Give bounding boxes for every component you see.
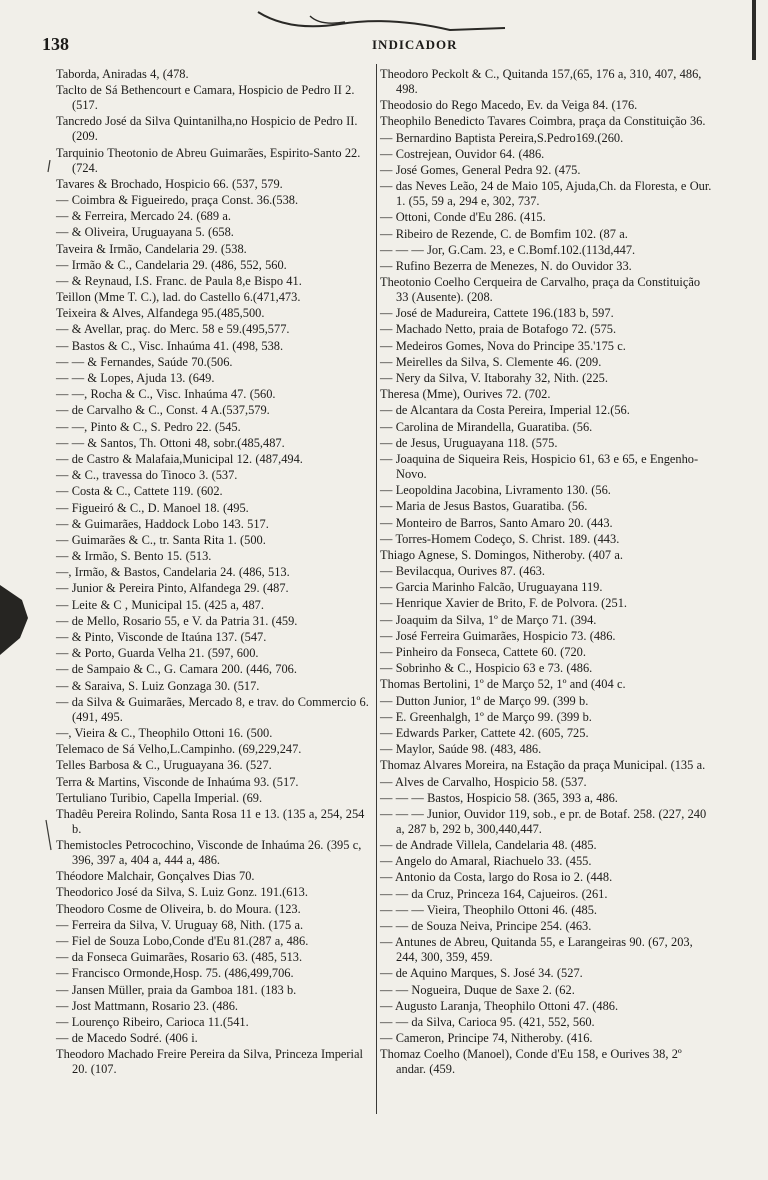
directory-entry: [380, 499, 714, 514]
entry-text: — Medeiros Gomes, Nova do Principe 35.'175 c.: [380, 338, 626, 353]
entry-text: — Monteiro de Barros, Santo Amaro 20. (443.: [380, 515, 613, 530]
page-edge-mark: [752, 0, 756, 60]
ink-stain: [0, 580, 30, 660]
directory-entry: [56, 614, 374, 629]
page-number: 138: [42, 34, 69, 54]
entry-text: Terra & Martins, Visconde de Inhaúma 93. (517.: [56, 774, 299, 789]
entry-text: — & C., travessa do Tinoco 3. (537.: [56, 468, 238, 483]
entry-text: — Maylor, Saúde 98. (483, 486.: [380, 742, 542, 757]
directory-entry: [56, 999, 374, 1014]
entry-text: Theodoro Cosme de Oliveira, b. do Moura. (123.: [56, 901, 301, 916]
entry-text: — & Ferreira, Mercado 24. (689 a.: [56, 209, 231, 224]
entry-text: — Cameron, Principe 74, Nitheroby. (416.: [380, 1031, 593, 1046]
right-column: [380, 67, 714, 1079]
entry-text: Thomaz Alvares Moreira, na Estação da praça Municipal. (135 a.: [380, 758, 706, 773]
directory-entry: [56, 533, 374, 548]
entry-text: Taborda, Aniradas 4, (478.: [56, 67, 189, 81]
entry-text: — — — Jor, G.Cam. 23, e C.Bomf.102.(113d,447.: [380, 242, 636, 257]
entry-text: Theodoro Machado Freire Pereira da Silva, Princeza Imperial 20. (107.: [56, 1047, 363, 1077]
directory-entry: [380, 147, 714, 162]
entry-text: — José de Madureira, Cattete 196.(183 b, 597.: [380, 306, 614, 321]
entry-text: — Edwards Parker, Cattete 42. (605, 725.: [380, 725, 589, 740]
directory-entry: [380, 580, 714, 595]
directory-entry: [380, 179, 714, 209]
directory-entry: [56, 758, 374, 773]
directory-entry: [56, 355, 374, 370]
entry-text: — Augusto Laranja, Theophilo Ottoni 47. (486.: [380, 998, 619, 1013]
directory-entry: [380, 114, 714, 129]
entry-text: — Carolina de Mirandella, Guaratiba. (56.: [380, 419, 593, 434]
directory-entry: [56, 646, 374, 661]
directory-entry: [380, 420, 714, 435]
entry-text: Taclto de Sá Bethencourt e Camara, Hospicio de Pedro II 2. (517.: [56, 83, 355, 113]
directory-entry: [56, 598, 374, 613]
directory-entry: [380, 807, 714, 837]
left-column: [56, 67, 374, 1079]
directory-entry: [56, 306, 374, 321]
entry-text: — de Mello, Rosario 55, e V. da Patria 31. (459.: [56, 613, 298, 628]
directory-entry: [56, 630, 374, 645]
entry-text: — Costrejean, Ouvidor 64. (486.: [380, 146, 545, 161]
directory-entry: [380, 661, 714, 676]
directory-entry: [56, 209, 374, 224]
directory-entry: [380, 919, 714, 934]
entry-text: — — & Lopes, Ajuda 13. (649.: [56, 371, 215, 385]
entry-text: — — da Cruz, Princeza 164, Cajueiros. (261.: [380, 886, 608, 901]
entry-text: — — & Fernandes, Saúde 70.(506.: [56, 354, 233, 369]
entry-text: — das Neves Leão, 24 de Maio 105, Ajuda,Ch. da Floresta, e Our. 1. (55, 59 a, 294 e, 302, 737.: [380, 179, 712, 209]
entry-text: — Antonio da Costa, largo do Rosa io 2. (448.: [380, 870, 613, 885]
entry-text: — & Reynaud, I.S. Franc. de Paula 8,e Bispo 41.: [56, 273, 302, 288]
directory-entry: [380, 629, 714, 644]
directory-entry: [56, 67, 374, 82]
directory-entry: [380, 387, 714, 402]
directory-entry: [380, 243, 714, 258]
directory-entry: [56, 452, 374, 467]
directory-entry: [56, 742, 374, 757]
directory-entry: [380, 131, 714, 146]
entry-text: — Sobrinho & C., Hospicio 63 e 73. (486.: [380, 661, 593, 676]
entry-text: — Irmão & C., Candelaria 29. (486, 552, 560.: [56, 257, 287, 272]
entry-text: — Machado Netto, praia de Botafogo 72. (575.: [380, 322, 617, 337]
entry-text: — & Irmão, S. Bento 15. (513.: [56, 549, 212, 564]
entry-text: — Henrique Xavier de Brito, F. de Polvora. (251.: [380, 596, 627, 611]
directory-entry: [56, 387, 374, 402]
entry-text: — de Andrade Villela, Candelaria 48. (485.: [380, 838, 597, 853]
entry-text: Tavares & Brochado, Hospicio 66. (537, 579.: [56, 176, 283, 191]
directory-entry: [56, 885, 374, 900]
directory-entry: [56, 1047, 374, 1077]
directory-entry: [56, 775, 374, 790]
entry-text: Théodore Malchair, Gonçalves Dias 70.: [56, 869, 255, 884]
entry-text: — & Guimarães, Haddock Lobo 143. 517.: [56, 516, 269, 531]
directory-entry: [56, 83, 374, 113]
directory-entry: [56, 838, 374, 868]
directory-entry: [56, 339, 374, 354]
directory-entry: [380, 645, 714, 660]
entry-text: — Costa & C., Cattete 119. (602.: [56, 484, 223, 499]
entry-text: — de Alcantara da Costa Pereira, Imperial 12.(56.: [380, 403, 630, 418]
directory-entry: [380, 742, 714, 757]
entry-text: — Figueiró & C., D. Manoel 18. (495.: [56, 500, 249, 515]
directory-entry: [56, 695, 374, 725]
directory-entry: [56, 581, 374, 596]
entry-text: — Fiel de Souza Lobo,Conde d'Eu 81.(287 a, 486.: [56, 934, 309, 948]
directory-entry: [56, 1015, 374, 1030]
directory-entry: [380, 436, 714, 451]
directory-entry: [380, 483, 714, 498]
entry-text: — & Saraiva, S. Luiz Gonzaga 30. (517.: [56, 678, 260, 693]
directory-entry: [56, 484, 374, 499]
directory-entry: [56, 403, 374, 418]
directory-entry: [56, 290, 374, 305]
entry-text: — & Pinto, Visconde de Itaúna 137. (547.: [56, 630, 267, 644]
entry-text: — de Macedo Sodré. (406 i.: [56, 1031, 198, 1046]
directory-entry: [380, 371, 714, 386]
directory-entry: [380, 677, 714, 692]
entry-text: — Francisco Ormonde,Hosp. 75. (486,499,706.: [56, 966, 294, 981]
directory-entry: [380, 210, 714, 225]
directory-entry: [380, 887, 714, 902]
entry-text: — Bastos & C., Visc. Inhaúma 41. (498, 538.: [56, 338, 284, 353]
directory-entry: [56, 1031, 374, 1046]
directory-entry: [56, 420, 374, 435]
entry-text: Thomas Bertolini, 1º de Março 52, 1º and (404 c.: [380, 677, 626, 692]
directory-entry: [380, 564, 714, 579]
directory-entry: [380, 227, 714, 242]
entry-text: Teixeira & Alves, Alfandega 95.(485,500.: [56, 306, 265, 321]
entry-text: — Rufino Bezerra de Menezes, N. do Ouvidor 33.: [380, 258, 632, 273]
entry-text: — — — Vieira, Theophilo Ottoni 46. (485.: [380, 902, 598, 917]
directory-entry: [380, 838, 714, 853]
directory-entry: [380, 339, 714, 354]
directory-entry: [56, 517, 374, 532]
entry-text: — de Carvalho & C., Const. 4 A.(537,579.: [56, 403, 270, 418]
entry-text: Theotonio Coelho Cerqueira de Carvalho, praça da Constituição 33 (Ausente). (208.: [380, 275, 701, 305]
entry-text: — Bernardino Baptista Pereira,S.Pedro169.(260.: [380, 130, 624, 145]
directory-entry: [380, 870, 714, 885]
directory-entry: [56, 902, 374, 917]
directory-entry: [380, 403, 714, 418]
directory-entry: [56, 146, 374, 176]
directory-entry: [56, 983, 374, 998]
entry-text: — Angelo do Amaral, Riachuelo 33. (455.: [380, 854, 592, 869]
directory-entry: [380, 903, 714, 918]
entry-text: —, Vieira & C., Theophilo Ottoni 16. (500.: [56, 725, 273, 740]
directory-entry: [56, 501, 374, 516]
directory-entry: [56, 726, 374, 741]
directory-entry: [380, 306, 714, 321]
directory-entry: [380, 935, 714, 965]
directory-entry: [380, 596, 714, 611]
directory-entry: [380, 516, 714, 531]
entry-text: Theodorico José da Silva, S. Luiz Gonz. 191.(613.: [56, 885, 308, 900]
entry-text: — Garcia Marinho Falcão, Uruguayana 119.: [380, 580, 603, 595]
directory-entry: [56, 662, 374, 677]
entry-text: —, Irmão, & Bastos, Candelaria 24. (486, 513.: [56, 565, 290, 580]
running-title: INDICADOR: [372, 37, 458, 52]
entry-text: — Joaquim da Silva, 1º de Março 71. (394.: [380, 612, 597, 627]
directory-entry: [380, 259, 714, 274]
directory-entry: [56, 193, 374, 208]
entry-text: — Pinheiro da Fonseca, Cattete 60. (720.: [380, 645, 586, 659]
directory-entry: [56, 258, 374, 273]
entry-text: — Nery da Silva, V. Itaborahy 32, Nith. (225.: [380, 371, 608, 385]
directory-entry: [380, 98, 714, 113]
directory-entry: [56, 966, 374, 981]
entry-text: — Torres-Homem Codeço, S. Christ. 189. (443.: [380, 531, 620, 546]
margin-pencil-marks: [42, 160, 54, 980]
entry-text: Tertuliano Turibio, Capella Imperial. (69.: [56, 790, 263, 805]
entry-text: Telles Barbosa & C., Uruguayana 36. (527.: [56, 758, 272, 773]
directory-entry: [56, 565, 374, 580]
entry-text: — de Castro & Malafaia,Municipal 12. (487,494.: [56, 451, 303, 466]
entry-text: — E. Greenhalgh, 1º de Março 99. (399 b.: [380, 709, 592, 724]
entry-text: — Jansen Müller, praia da Gamboa 181. (183 b.: [56, 982, 297, 997]
entry-text: — & Oliveira, Uruguayana 5. (658.: [56, 225, 234, 240]
entry-text: Taveira & Irmão, Candelaria 29. (538.: [56, 241, 247, 256]
entry-text: — Alves de Carvalho, Hospicio 58. (537.: [380, 774, 587, 789]
entry-text: Themistocles Petrocochino, Visconde de Inhaúma 26. (395 c, 396, 397 a, 404 a, 444 a, 486.: [56, 838, 362, 868]
entry-text: — de Sampaio & C., G. Camara 200. (446, 706.: [56, 662, 297, 677]
directory-entry: [380, 532, 714, 547]
entry-text: — Bevilacqua, Ourives 87. (463.: [380, 564, 545, 579]
entry-text: — Guimarães & C., tr. Santa Rita 1. (500.: [56, 532, 266, 547]
directory-entry: [380, 1015, 714, 1030]
directory-entry: [56, 468, 374, 483]
entry-text: — Ottoni, Conde d'Eu 286. (415.: [380, 210, 546, 225]
entry-text: — Lourenço Ribeiro, Carioca 11.(541.: [56, 1014, 249, 1029]
directory-entry: [380, 983, 714, 998]
entry-text: — Maria de Jesus Bastos, Guaratiba. (56.: [380, 499, 588, 514]
entry-text: — — — Bastos, Hospicio 58. (365, 393 a, 486.: [380, 790, 618, 805]
entry-text: — — Nogueira, Duque de Saxe 2. (62.: [380, 982, 575, 997]
directory-entry: [380, 163, 714, 178]
directory-entry: [380, 694, 714, 709]
entry-text: — Dutton Junior, 1º de Março 99. (399 b.: [380, 693, 589, 708]
directory-entry: [56, 549, 374, 564]
directory-entry: [56, 371, 374, 386]
directory-entry: [56, 869, 374, 884]
directory-entry: [380, 355, 714, 370]
directory-entry: [380, 999, 714, 1014]
entry-text: — —, Pinto & C., S. Pedro 22. (545.: [56, 419, 241, 434]
directory-entry: [380, 67, 714, 97]
entry-text: — José Ferreira Guimarães, Hospicio 73. (486.: [380, 628, 616, 643]
directory-entry: [380, 452, 714, 482]
directory-entry: [380, 1047, 714, 1077]
entry-text: — Coimbra & Figueiredo, praça Const. 36.(538.: [56, 192, 299, 207]
directory-entry: [56, 177, 374, 192]
directory-entry: [380, 854, 714, 869]
entry-text: Telemaco de Sá Velho,L.Campinho. (69,229,247.: [56, 742, 302, 757]
directory-entry: [380, 726, 714, 741]
page-header: [42, 34, 738, 56]
entry-text: — & Avellar, praç. do Merc. 58 e 59.(495,577.: [56, 322, 290, 337]
directory-entry: [380, 275, 714, 305]
entry-text: Theodoro Peckolt & C., Quitanda 157,(65, 176 a, 310, 407, 486, 498.: [380, 67, 702, 96]
entry-text: Tarquinio Theotonio de Abreu Guimarães, Espirito-Santo 22. (724.: [56, 145, 361, 175]
directory-entry: [380, 775, 714, 790]
entry-text: Theophilo Benedicto Tavares Coimbra, praça da Constituição 36.: [380, 114, 706, 129]
entry-text: — Antunes de Abreu, Quitanda 55, e Larangeiras 90. (67, 203, 244, 300, 359, 459.: [380, 935, 693, 965]
entry-text: — Ribeiro de Rezende, C. de Bomfim 102. (87 a.: [380, 226, 628, 241]
directory-entry: [56, 114, 374, 144]
directory-entry: [380, 758, 714, 773]
directory-entry: [380, 1031, 714, 1046]
entry-text: Theresa (Mme), Ourives 72. (702.: [380, 387, 551, 402]
entry-text: Thadêu Pereira Rolindo, Santa Rosa 11 e 13. (135 a, 254, 254 b.: [56, 806, 365, 836]
entry-text: — Leopoldina Jacobina, Livramento 130. (56.: [380, 483, 611, 498]
directory-entry: [380, 966, 714, 981]
directory-entry: [56, 950, 374, 965]
entry-text: Thiago Agnese, S. Domingos, Nitheroby. (407 a.: [380, 547, 624, 562]
entry-text: — — — Junior, Ouvidor 119, sob., e pr. de Botaf. 258. (227, 240 a, 287 b, 292 b, 300,440,447.: [380, 806, 707, 836]
entry-text: — da Silva & Guimarães, Mercado 8, e trav. do Commercio 6. (491, 495.: [56, 694, 369, 724]
entry-text: — — de Souza Neiva, Principe 254. (463.: [380, 919, 592, 933]
directory-entry: [56, 934, 374, 949]
entry-text: — José Gomes, General Pedra 92. (475.: [380, 162, 581, 177]
directory-entry: [56, 679, 374, 694]
entry-text: — — & Santos, Th. Ottoni 48, sobr.(485,487.: [56, 435, 285, 450]
directory-entry: [56, 274, 374, 289]
directory-entry: [56, 791, 374, 806]
entry-text: Tancredo José da Silva Quintanilha,no Hospicio de Pedro II. (209.: [56, 114, 358, 144]
entry-text: — Leite & C , Municipal 15. (425 a, 487.: [56, 597, 264, 612]
entry-text: — da Fonseca Guimarães, Rosario 63. (485, 513.: [56, 950, 303, 965]
entry-text: — —, Rocha & C., Visc. Inhaúma 47. (560.: [56, 387, 276, 402]
directory-entry: [56, 807, 374, 837]
entry-text: — Junior & Pereira Pinto, Alfandega 29. (487.: [56, 581, 289, 596]
directory-entry: [380, 613, 714, 628]
directory-entry: [56, 225, 374, 240]
entry-text: — & Porto, Guarda Velha 21. (597, 600.: [56, 646, 259, 661]
entry-text: Theodosio do Rego Macedo, Ev. da Veiga 84. (176.: [380, 98, 638, 113]
directory-entry: [380, 791, 714, 806]
directory-entry: [56, 436, 374, 451]
entry-text: — — da Silva, Carioca 95. (421, 552, 560.: [380, 1014, 595, 1029]
directory-entry: [56, 918, 374, 933]
column-divider: [376, 64, 377, 1114]
entry-text: Thomaz Coelho (Manoel), Conde d'Eu 158, e Ourives 38, 2º andar. (459.: [380, 1047, 682, 1077]
entry-text: Teillon (Mme T. C.), lad. do Castello 6.(471,473.: [56, 290, 301, 305]
directory-entry: [56, 322, 374, 337]
entry-text: — Meirelles da Silva, S. Clemente 46. (209.: [380, 354, 602, 369]
directory-entry: [380, 548, 714, 563]
entry-text: — Ferreira da Silva, V. Uruguay 68, Nith. (175 a.: [56, 917, 304, 932]
directory-entry: [56, 242, 374, 257]
entry-text: — Joaquina de Siqueira Reis, Hospicio 61, 63 e 65, e Engenho-Novo.: [380, 451, 699, 481]
directory-entry: [380, 322, 714, 337]
entry-text: — de Jesus, Uruguayana 118. (575.: [380, 435, 558, 450]
entry-text: — de Aquino Marques, S. José 34. (527.: [380, 966, 583, 981]
directory-entry: [380, 710, 714, 725]
entry-text: — Jost Mattmann, Rosario 23. (486.: [56, 998, 239, 1013]
